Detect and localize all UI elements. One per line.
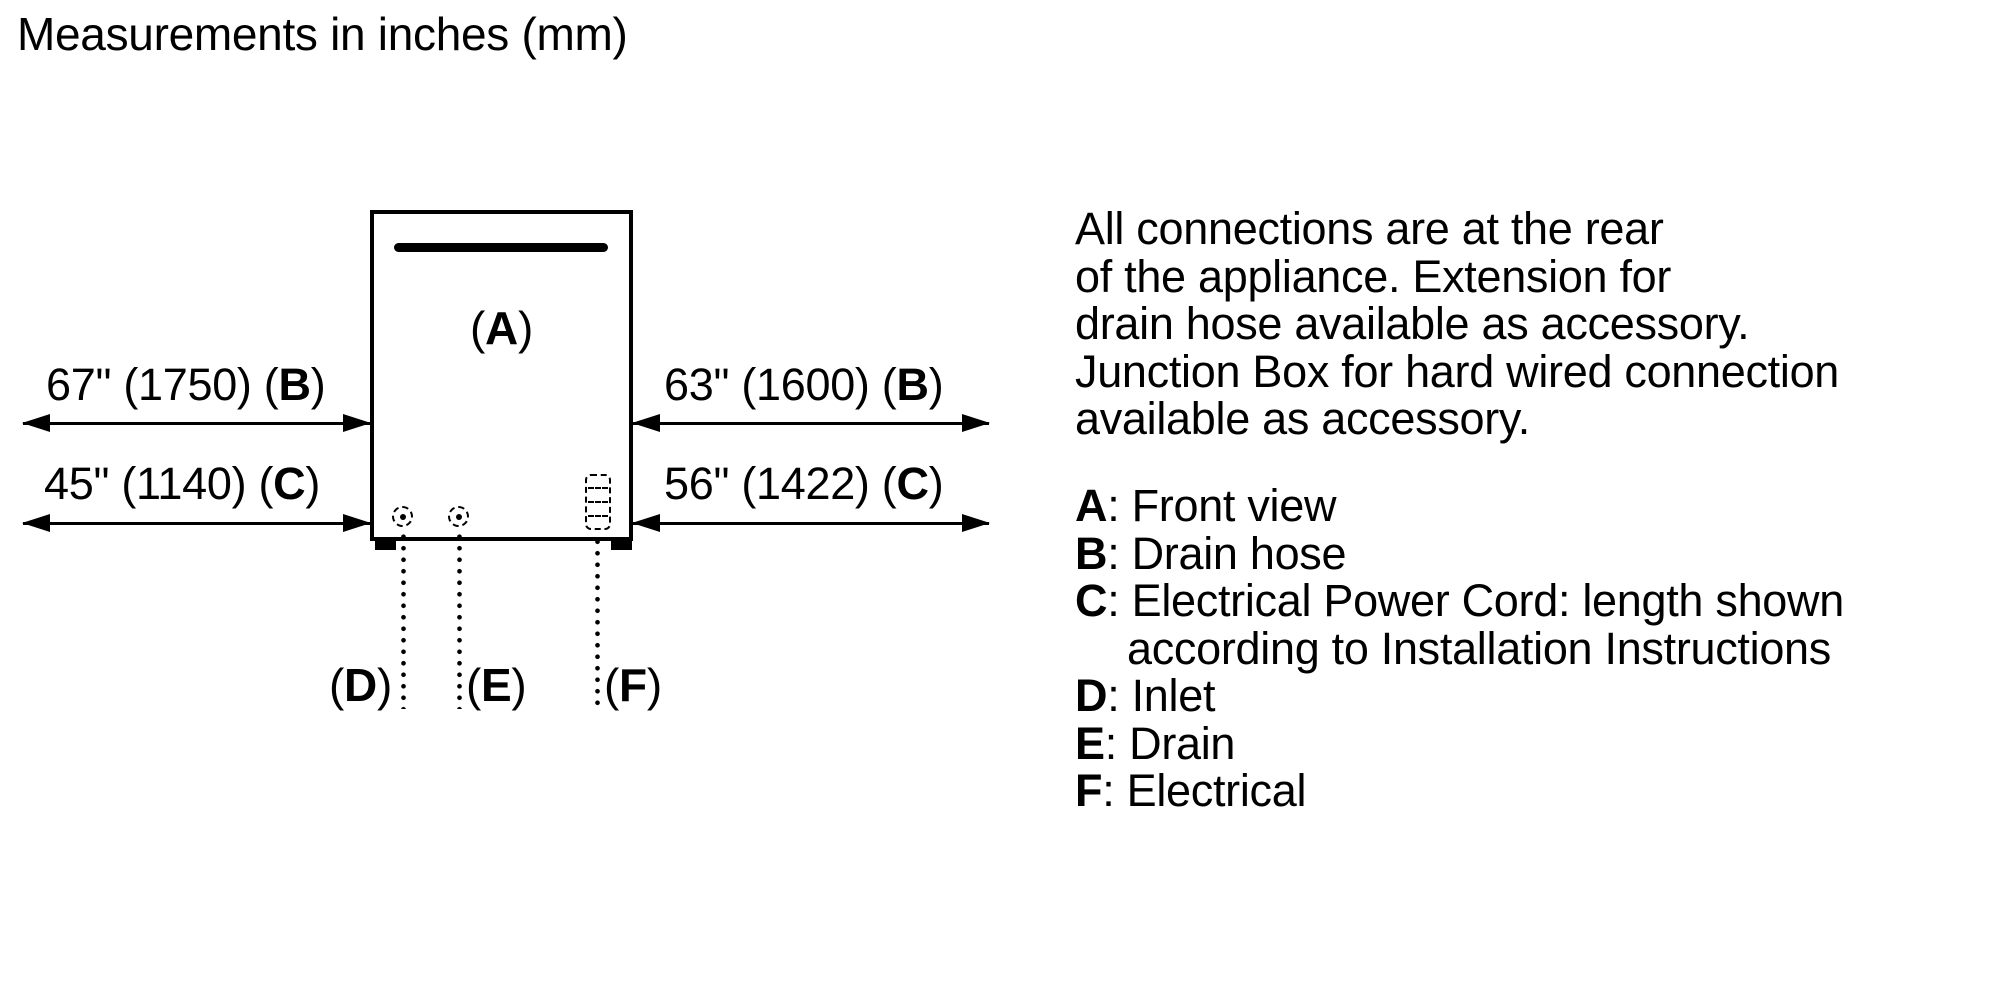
legend-row-drain — [1075, 717, 1844, 769]
legend-text: : Electrical Power Cord: length shown — [1107, 575, 1844, 626]
label-letter-a: A — [485, 302, 518, 354]
dim-value: 63" (1600) ( — [664, 359, 897, 410]
appliance-handle-bar — [394, 243, 608, 252]
inlet-leader-dotted-line — [401, 531, 406, 709]
inlet-port-symbol — [392, 506, 413, 527]
legend-text: : Electrical — [1102, 765, 1307, 816]
note-line: All connections are at the rear — [1075, 203, 1664, 254]
dim-right-drain-hose-arrow — [633, 422, 989, 425]
legend-row-inlet — [1075, 672, 1844, 720]
appliance-foot-right — [611, 541, 632, 550]
dim-letter: C — [273, 458, 306, 509]
label-paren-close: ) — [376, 659, 392, 711]
label-paren-open: ( — [470, 302, 486, 354]
drain-port-center-dot — [456, 514, 462, 520]
legend-letter: D — [1075, 670, 1108, 721]
front-view-label — [374, 303, 629, 354]
drain-leader-dotted-line — [457, 531, 462, 709]
label-paren-open: ( — [466, 659, 482, 711]
legend-row-electrical — [1075, 767, 1844, 815]
note-line: available as accessory. — [1075, 393, 1530, 444]
dim-paren-close: ) — [305, 458, 321, 509]
label-paren-close: ) — [511, 659, 527, 711]
dim-value: 56" (1422) ( — [664, 458, 897, 509]
dim-paren-close: ) — [928, 458, 944, 509]
label-paren-open: ( — [329, 659, 345, 711]
electrical-leader-dotted-line — [595, 536, 600, 709]
label-paren-close: ) — [517, 302, 533, 354]
legend-letter: E — [1075, 717, 1105, 769]
page-title: Measurements in inches (mm) — [17, 8, 628, 60]
legend-letter: C — [1075, 575, 1108, 626]
dim-left-power-cord-label — [44, 459, 320, 509]
dim-letter: B — [896, 359, 929, 410]
appliance-foot-left — [375, 541, 396, 550]
dim-paren-close: ) — [310, 359, 326, 410]
cord-symbol-rung — [588, 501, 608, 503]
cord-symbol-rung — [588, 515, 608, 517]
connections-note — [1075, 205, 1839, 443]
dim-letter: B — [278, 359, 311, 410]
dim-right-power-cord-arrow — [633, 522, 989, 525]
dim-right-drain-hose-label — [664, 360, 943, 410]
inlet-label — [272, 660, 392, 711]
legend-letter: B — [1075, 527, 1108, 579]
legend-letter: A — [1075, 480, 1108, 531]
note-line: Junction Box for hard wired connection — [1075, 345, 1840, 397]
label-letter-d: D — [344, 659, 377, 711]
legend — [1075, 482, 1844, 815]
dim-value: 45" (1140) ( — [44, 458, 274, 509]
dim-value: 67" (1750) ( — [46, 359, 279, 410]
legend-text: : Drain — [1104, 717, 1236, 769]
legend-text: : Front view — [1107, 480, 1337, 531]
legend-row-power-cord — [1075, 577, 1844, 625]
cord-symbol-rung — [588, 487, 608, 489]
note-line: drain hose available as accessory. — [1075, 298, 1750, 349]
inlet-port-center-dot — [400, 514, 406, 520]
drain-label — [466, 660, 526, 711]
dim-right-power-cord-label — [664, 459, 943, 509]
label-paren-close: ) — [646, 659, 662, 711]
legend-letter: F — [1075, 765, 1103, 816]
dim-letter: C — [896, 458, 929, 509]
electrical-label — [604, 660, 662, 711]
drain-port-symbol — [448, 506, 469, 527]
label-letter-e: E — [481, 659, 512, 711]
dim-left-power-cord-arrow — [23, 522, 370, 525]
legend-text: : Drain hose — [1107, 527, 1347, 579]
dim-left-drain-hose-label — [46, 360, 325, 410]
legend-text: : Inlet — [1107, 670, 1216, 721]
note-line: of the appliance. Extension for — [1075, 250, 1672, 302]
dim-paren-close: ) — [928, 359, 944, 410]
label-paren-open: ( — [604, 659, 620, 711]
legend-row-power-cord-continuation: according to Installation Instructions — [1127, 622, 1831, 674]
dim-left-drain-hose-arrow — [23, 422, 370, 425]
label-letter-f: F — [619, 659, 647, 711]
electrical-cord-symbol — [585, 474, 611, 530]
legend-row-drain-hose — [1075, 527, 1844, 579]
legend-row-front-view — [1075, 482, 1844, 530]
